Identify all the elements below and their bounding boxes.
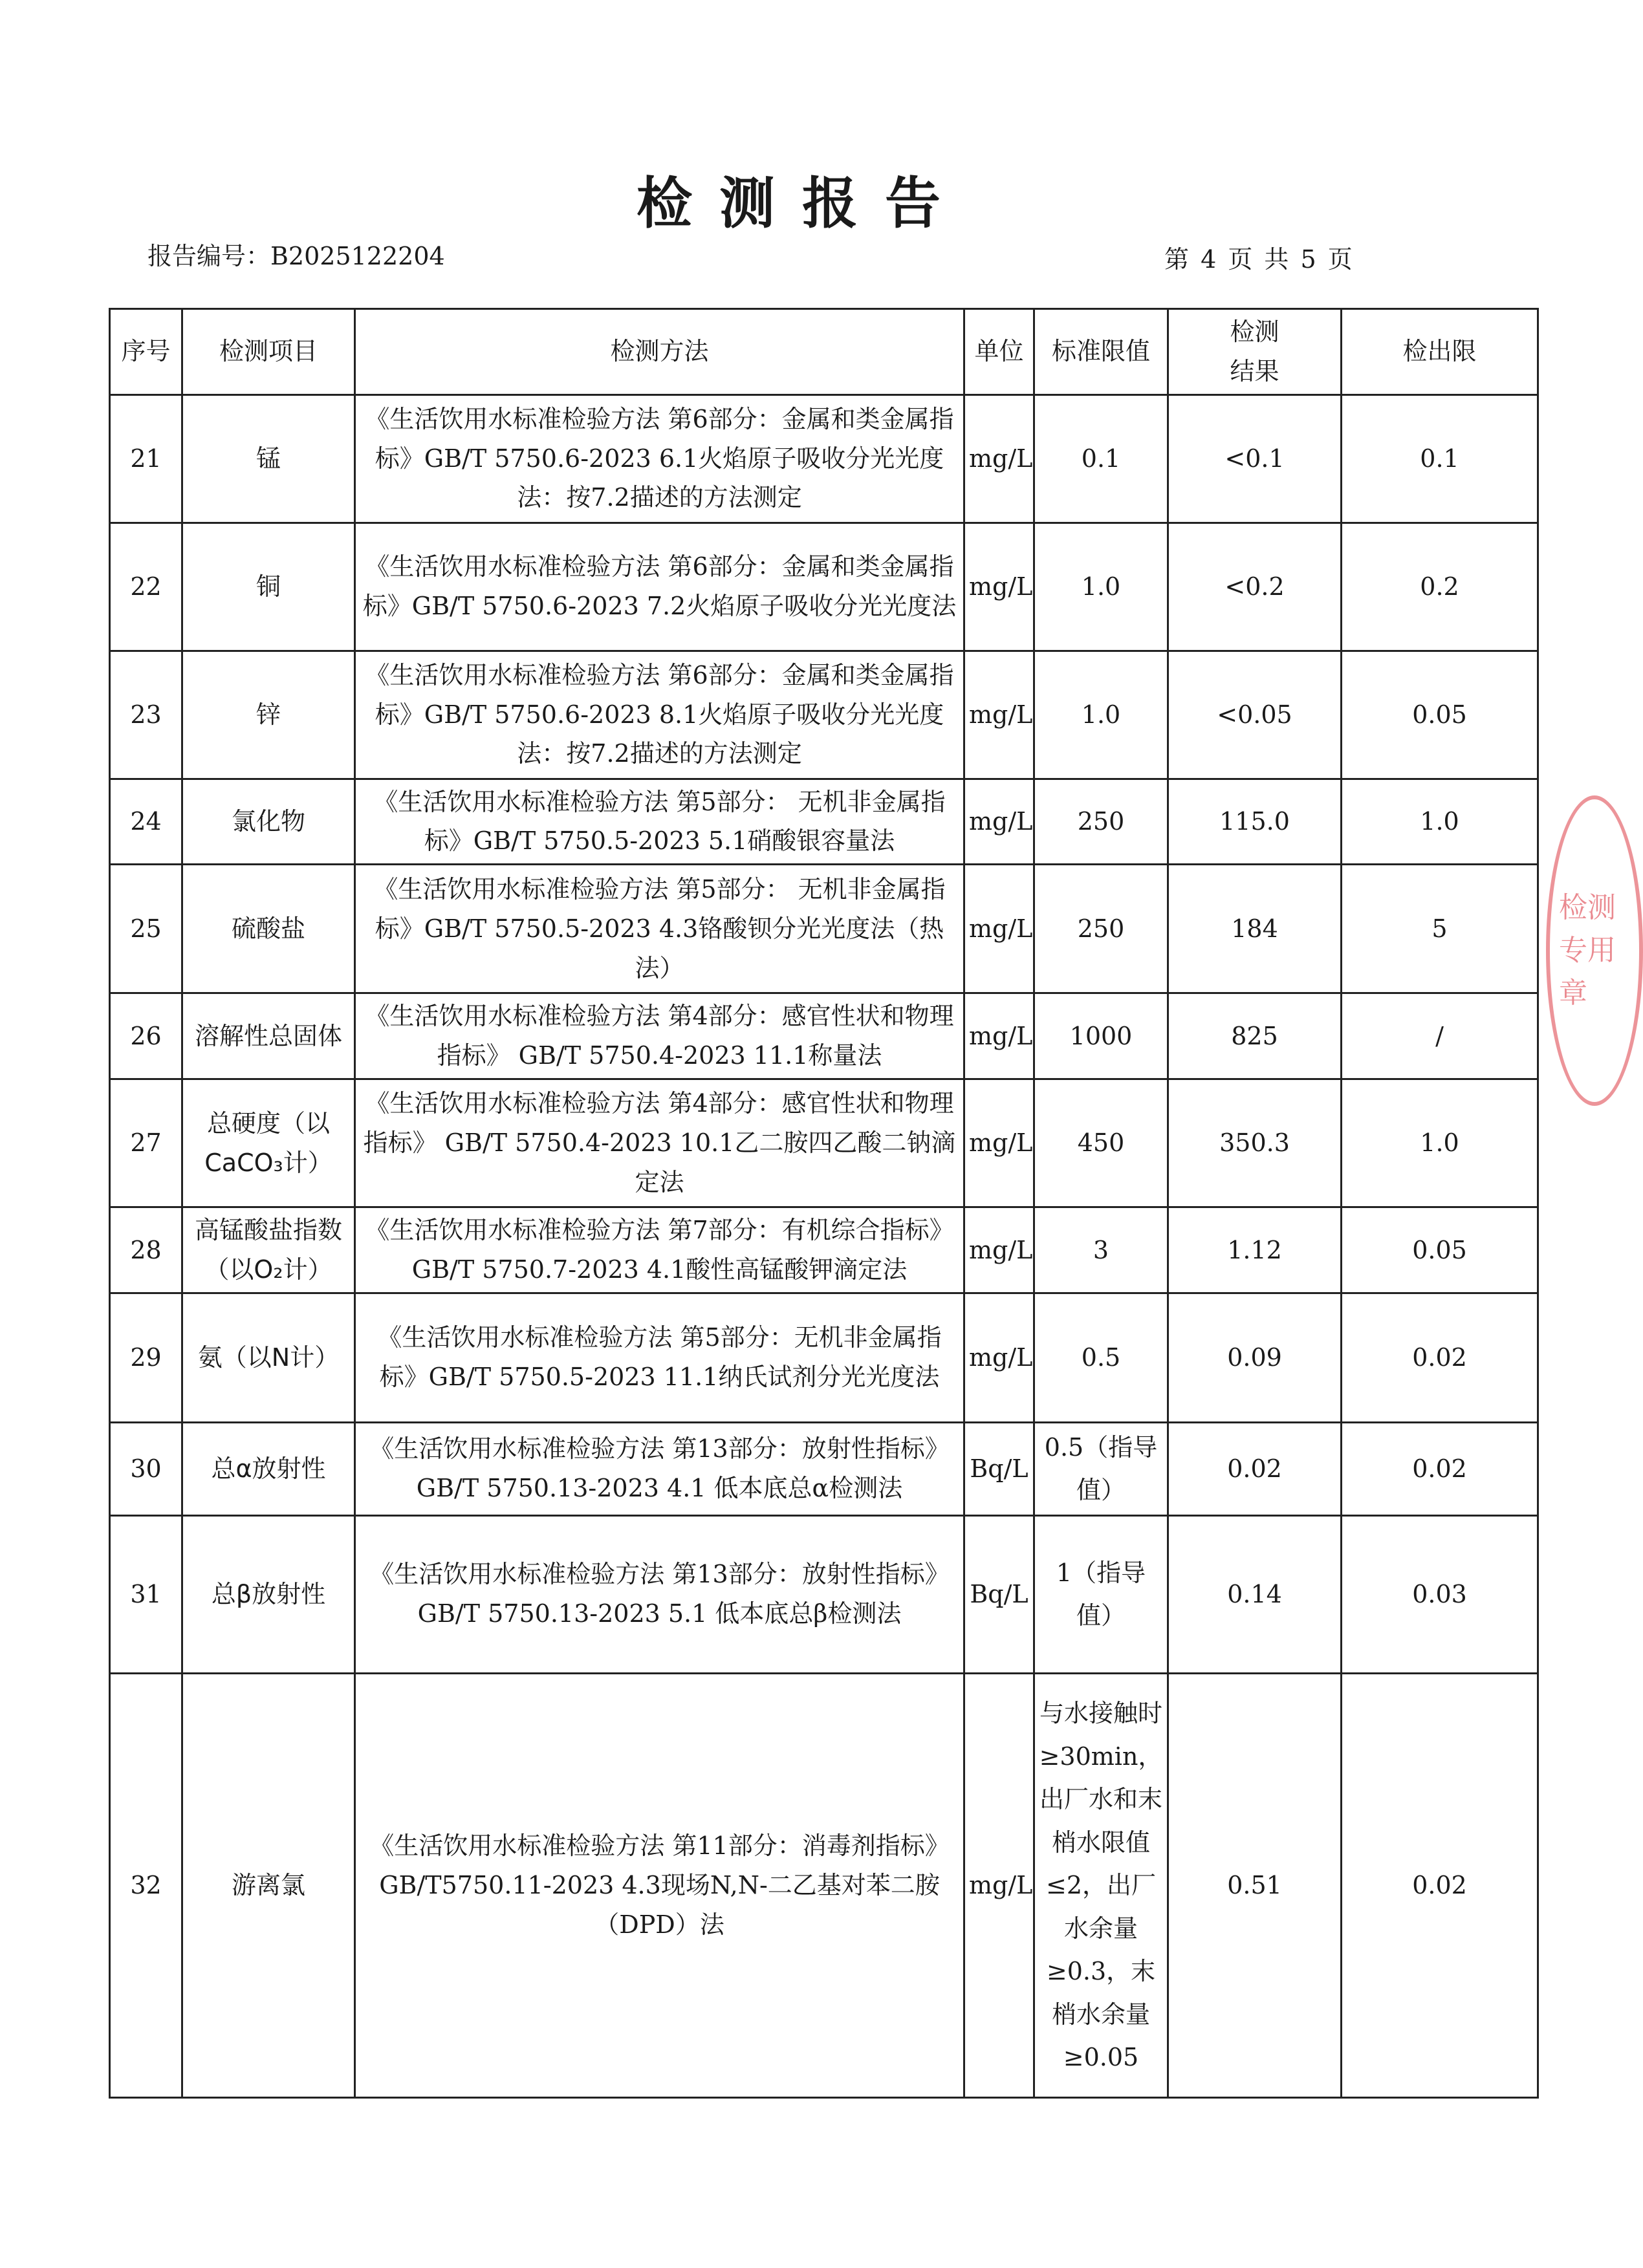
row-result: 0.02 bbox=[1168, 1422, 1342, 1515]
row-limit: 0.5 bbox=[1034, 1293, 1168, 1422]
row-unit: mg/L bbox=[964, 523, 1034, 651]
row-item: 总硬度（以CaCO₃计） bbox=[182, 1079, 355, 1207]
col-header-method: 检测方法 bbox=[355, 309, 964, 395]
col-header-limit: 标准限值 bbox=[1034, 309, 1168, 395]
row-item: 铜 bbox=[182, 523, 355, 651]
row-result: 0.09 bbox=[1168, 1293, 1342, 1422]
table-row bbox=[110, 1422, 1538, 1515]
row-no: 26 bbox=[110, 993, 182, 1079]
col-header-no: 序号 bbox=[110, 309, 182, 395]
row-no: 28 bbox=[110, 1207, 182, 1293]
row-unit: mg/L bbox=[964, 865, 1034, 993]
row-item: 氨（以N计） bbox=[182, 1293, 355, 1422]
row-no: 25 bbox=[110, 865, 182, 993]
row-method: 《生活饮用水标准检验方法 第13部分：放射性指标》GB/T 5750.13-2023 4.1 低本底总α检测法 bbox=[355, 1422, 964, 1515]
row-limit: 0.1 bbox=[1034, 394, 1168, 523]
row-detection: 0.2 bbox=[1342, 523, 1538, 651]
table-row bbox=[110, 865, 1538, 993]
row-detection: 0.02 bbox=[1342, 1422, 1538, 1515]
report-number: 报告编号：B2025122204 bbox=[147, 242, 445, 270]
row-no: 23 bbox=[110, 651, 182, 779]
row-detection: 5 bbox=[1342, 865, 1538, 993]
col-header-detection: 检出限 bbox=[1342, 309, 1538, 395]
row-result: 184 bbox=[1168, 865, 1342, 993]
row-method: 《生活饮用水标准检验方法 第6部分：金属和类金属指标》GB/T 5750.6-2023 6.1火焰原子吸收分光光度法：按7.2描述的方法测定 bbox=[355, 394, 964, 523]
row-no: 31 bbox=[110, 1515, 182, 1673]
row-unit: mg/L bbox=[964, 993, 1034, 1079]
row-method: 《生活饮用水标准检验方法 第7部分：有机综合指标》GB/T 5750.7-2023 4.1酸性高锰酸钾滴定法 bbox=[355, 1207, 964, 1293]
row-limit: 1.0 bbox=[1034, 523, 1168, 651]
row-limit: 250 bbox=[1034, 865, 1168, 993]
row-unit: mg/L bbox=[964, 1207, 1034, 1293]
row-detection: 0.05 bbox=[1342, 1207, 1538, 1293]
row-item: 锌 bbox=[182, 651, 355, 779]
row-method: 《生活饮用水标准检验方法 第13部分：放射性指标》GB/T 5750.13-2023 5.1 低本底总β检测法 bbox=[355, 1515, 964, 1673]
table-row bbox=[110, 779, 1538, 865]
table-header-row bbox=[110, 309, 1538, 395]
col-header-item: 检测项目 bbox=[182, 309, 355, 395]
row-method: 《生活饮用水标准检验方法 第4部分：感官性状和物理指标》 GB/T 5750.4-2023 11.1称量法 bbox=[355, 993, 964, 1079]
col-header-unit: 单位 bbox=[964, 309, 1034, 395]
row-item: 高锰酸盐指数（以O₂计） bbox=[182, 1207, 355, 1293]
row-method: 《生活饮用水标准检验方法 第6部分：金属和类金属指标》GB/T 5750.6-2023 8.1火焰原子吸收分光光度法：按7.2描述的方法测定 bbox=[355, 651, 964, 779]
row-no: 22 bbox=[110, 523, 182, 651]
row-limit: 1.0 bbox=[1034, 651, 1168, 779]
table-row bbox=[110, 394, 1538, 523]
row-item: 氯化物 bbox=[182, 779, 355, 865]
row-result: 0.51 bbox=[1168, 1673, 1342, 2097]
page-info: 第 4 页 共 5 页 bbox=[1164, 245, 1353, 274]
row-no: 24 bbox=[110, 779, 182, 865]
row-limit: 与水接触时≥30min，出厂水和末梢水限值≤2，出厂水余量≥0.3，末梢水余量≥0.05 bbox=[1034, 1673, 1168, 2097]
row-detection: 0.02 bbox=[1342, 1673, 1538, 2097]
row-unit: Bq/L bbox=[964, 1422, 1034, 1515]
row-item: 锰 bbox=[182, 394, 355, 523]
row-unit: mg/L bbox=[964, 779, 1034, 865]
row-detection: 0.05 bbox=[1342, 651, 1538, 779]
row-limit: 450 bbox=[1034, 1079, 1168, 1207]
inspection-seal bbox=[1546, 795, 1643, 1106]
table-row bbox=[110, 523, 1538, 651]
table-row bbox=[110, 1293, 1538, 1422]
row-result: 0.14 bbox=[1168, 1515, 1342, 1673]
row-no: 21 bbox=[110, 394, 182, 523]
row-result: 825 bbox=[1168, 993, 1342, 1079]
row-no: 30 bbox=[110, 1422, 182, 1515]
row-method: 《生活饮用水标准检验方法 第6部分：金属和类金属指标》GB/T 5750.6-2023 7.2火焰原子吸收分光光度法 bbox=[355, 523, 964, 651]
row-limit: 250 bbox=[1034, 779, 1168, 865]
row-item: 总β放射性 bbox=[182, 1515, 355, 1673]
row-result: <0.05 bbox=[1168, 651, 1342, 779]
table-row bbox=[110, 651, 1538, 779]
row-unit: mg/L bbox=[964, 651, 1034, 779]
row-no: 27 bbox=[110, 1079, 182, 1207]
table-row bbox=[110, 1207, 1538, 1293]
row-limit: 3 bbox=[1034, 1207, 1168, 1293]
results-table bbox=[109, 308, 1539, 2099]
row-limit: 0.5（指导值） bbox=[1034, 1422, 1168, 1515]
col-header-result: 检测 结果 bbox=[1168, 309, 1342, 395]
row-method: 《生活饮用水标准检验方法 第11部分：消毒剂指标》GB/T5750.11-2023 4.3现场N,N-二乙基对苯二胺（DPD）法 bbox=[355, 1673, 964, 2097]
table-row bbox=[110, 1079, 1538, 1207]
row-result: 350.3 bbox=[1168, 1079, 1342, 1207]
row-no: 32 bbox=[110, 1673, 182, 2097]
row-no: 29 bbox=[110, 1293, 182, 1422]
row-unit: mg/L bbox=[964, 1293, 1034, 1422]
row-detection: 0.03 bbox=[1342, 1515, 1538, 1673]
row-limit: 1000 bbox=[1034, 993, 1168, 1079]
row-method: 《生活饮用水标准检验方法 第5部分： 无机非金属指标》GB/T 5750.5-2023 4.3铬酸钡分光光度法（热法） bbox=[355, 865, 964, 993]
row-result: <0.2 bbox=[1168, 523, 1342, 651]
row-method: 《生活饮用水标准检验方法 第4部分：感官性状和物理指标》 GB/T 5750.4-2023 10.1乙二胺四乙酸二钠滴定法 bbox=[355, 1079, 964, 1207]
row-detection: / bbox=[1342, 993, 1538, 1079]
row-item: 游离氯 bbox=[182, 1673, 355, 2097]
row-unit: mg/L bbox=[964, 1673, 1034, 2097]
row-result: 1.12 bbox=[1168, 1207, 1342, 1293]
report-title: 检测报告 bbox=[637, 171, 968, 236]
row-item: 溶解性总固体 bbox=[182, 993, 355, 1079]
table-row bbox=[110, 1515, 1538, 1673]
row-unit: Bq/L bbox=[964, 1515, 1034, 1673]
row-unit: mg/L bbox=[964, 1079, 1034, 1207]
row-result: <0.1 bbox=[1168, 394, 1342, 523]
table-row bbox=[110, 1673, 1538, 2097]
row-result: 115.0 bbox=[1168, 779, 1342, 865]
row-detection: 1.0 bbox=[1342, 1079, 1538, 1207]
row-detection: 0.02 bbox=[1342, 1293, 1538, 1422]
table-row bbox=[110, 993, 1538, 1079]
row-item: 总α放射性 bbox=[182, 1422, 355, 1515]
row-limit: 1（指导值） bbox=[1034, 1515, 1168, 1673]
row-unit: mg/L bbox=[964, 394, 1034, 523]
row-item: 硫酸盐 bbox=[182, 865, 355, 993]
row-method: 《生活饮用水标准检验方法 第5部分：无机非金属指标》GB/T 5750.5-2023 11.1纳氏试剂分光光度法 bbox=[355, 1293, 964, 1422]
row-detection: 1.0 bbox=[1342, 779, 1538, 865]
seal-text: 检测专用章 bbox=[1559, 891, 1616, 1010]
row-method: 《生活饮用水标准检验方法 第5部分： 无机非金属指标》GB/T 5750.5-2023 5.1硝酸银容量法 bbox=[355, 779, 964, 865]
row-detection: 0.1 bbox=[1342, 394, 1538, 523]
